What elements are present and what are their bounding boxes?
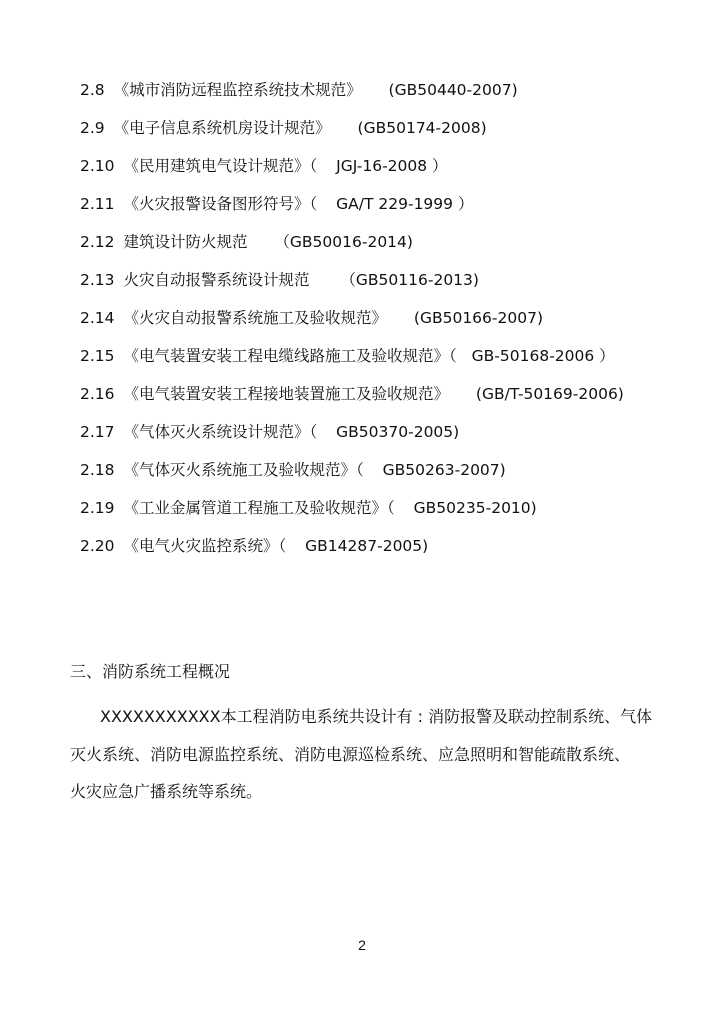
reference-code: GB-50168-2006 ） [471,347,615,365]
section-paragraph [70,698,653,811]
reference-number: 2.17 [80,423,115,441]
reference-item [80,232,413,252]
reference-code: （GB50116-2013) [340,271,479,289]
reference-number: 2.8 [80,81,105,99]
reference-code: GA/T 229-1999 ） [336,195,474,213]
reference-code: GB50235-2010) [413,499,537,517]
reference-item [80,308,543,328]
reference-number: 2.18 [80,461,115,479]
reference-code: GB50370-2005) [336,423,460,441]
reference-item [80,384,624,404]
reference-item [80,346,615,366]
reference-code: (GB50166-2007) [413,309,543,327]
reference-code: GB14287-2005) [305,537,429,555]
paragraph-line: 灭火系统、消防电源监控系统、消防电源巡检系统、应急照明和智能疏散系统、 [70,744,631,764]
reference-title: 《电气火灾监控系统》（ [123,537,287,555]
reference-number: 2.20 [80,537,115,555]
reference-number: 2.16 [80,385,115,403]
reference-title: 《电气装置安装工程接地装置施工及验收规范》 [123,385,449,403]
reference-title: 火灾自动报警系统设计规范 [123,271,310,289]
reference-item [80,270,479,290]
reference-title: 建筑设计防火规范 [123,233,248,251]
reference-item [80,422,459,442]
reference-title: 《电气装置安装工程电缆线路施工及验收规范》（ [123,347,457,365]
reference-code: GB50263-2007) [382,461,506,479]
section-heading: 三、消防系统工程概况 [70,662,231,681]
reference-item [80,80,518,100]
page-number: 2 [358,937,366,953]
reference-title: 《电子信息系统机房设计规范》 [113,119,331,137]
reference-code: (GB50174-2008) [357,119,487,137]
reference-code: (GB/T-50169-2006) [475,385,624,403]
reference-number: 2.13 [80,271,115,289]
reference-number: 2.14 [80,309,115,327]
reference-code: （GB50016-2014) [274,233,413,251]
reference-title: 《火灾报警设备图形符号》（ [123,195,318,213]
reference-title: 《火灾自动报警系统施工及验收规范》 [123,309,387,327]
reference-number: 2.10 [80,157,115,175]
reference-number: 2.15 [80,347,115,365]
reference-title: 《工业金属管道工程施工及验收规范》（ [123,499,395,517]
reference-item [80,536,428,556]
reference-number: 2.9 [80,119,105,137]
reference-item [80,156,448,176]
reference-item [80,118,487,138]
reference-item [80,498,537,518]
reference-item [80,460,506,480]
reference-number: 2.19 [80,499,115,517]
reference-item [80,194,473,214]
reference-title: 《气体灭火系统设计规范》（ [123,423,318,441]
paragraph-line: XXXXXXXXXXX本工程消防电系统共设计有 : 消防报警及联动控制系统、气体 [100,707,653,726]
reference-number: 2.11 [80,195,115,213]
reference-number: 2.12 [80,233,115,251]
reference-title: 《民用建筑电气设计规范》（ [123,157,318,175]
reference-title: 《气体灭火系统施工及验收规范》（ [123,461,364,479]
reference-code: JGJ-16-2008 ） [336,157,448,175]
reference-title: 《城市消防远程监控系统技术规范》 [113,81,362,99]
reference-code: (GB50440-2007) [388,81,518,99]
paragraph-line: 火灾应急广播系统等系统。 [70,782,263,801]
